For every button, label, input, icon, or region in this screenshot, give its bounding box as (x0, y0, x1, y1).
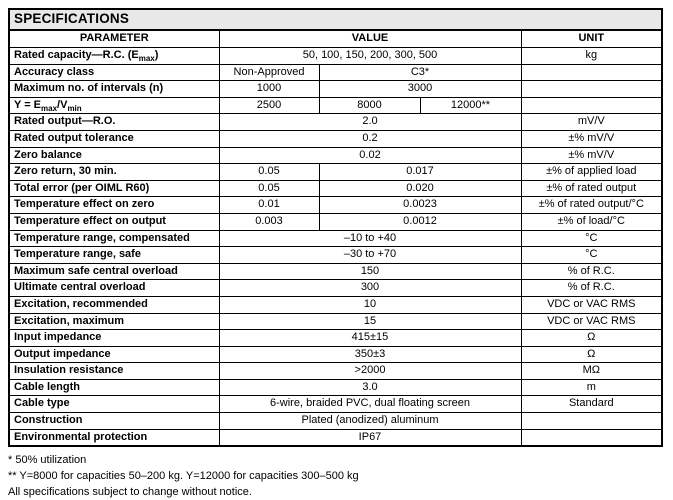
parameter-cell: Total error (per OIML R60) (9, 180, 219, 197)
table-header-row (9, 30, 662, 48)
value-cell: 0.017 (319, 164, 521, 181)
value-cell: 15 (219, 313, 521, 330)
footnotes (8, 452, 661, 500)
table-row (9, 280, 662, 297)
value-cell: 12000** (420, 97, 521, 114)
parameter-cell: Maximum no. of intervals (n) (9, 81, 219, 98)
footnote-utilization: * 50% utilization (8, 454, 87, 467)
parameter-cell: Rated output—R.O. (9, 114, 219, 131)
table-row (9, 48, 662, 65)
table-row (9, 263, 662, 280)
unit-cell: ±% of load/°C (521, 213, 662, 230)
table-row (9, 413, 662, 430)
value-cell: –30 to +70 (219, 247, 521, 264)
parameter-cell: Excitation, maximum (9, 313, 219, 330)
table-row (9, 81, 662, 98)
spec-table-body (9, 48, 662, 447)
parameter-cell: Construction (9, 413, 219, 430)
unit-cell: VDC or VAC RMS (521, 313, 662, 330)
parameter-cell: Input impedance (9, 330, 219, 347)
unit-cell: mV/V (521, 114, 662, 131)
parameter-cell: Environmental protection (9, 429, 219, 446)
table-row (9, 247, 662, 264)
table-row (9, 97, 662, 114)
unit-cell: ±% of applied load (521, 164, 662, 181)
value-cell: IP67 (219, 429, 521, 446)
value-cell: Non-Approved (219, 64, 319, 81)
unit-cell: % of R.C. (521, 263, 662, 280)
unit-cell (521, 413, 662, 430)
parameter-cell: $Y = E_{max}/V_{min}$ (9, 97, 219, 114)
table-row (9, 114, 662, 131)
value-cell: 0.020 (319, 180, 521, 197)
parameter-cell: Accuracy class (9, 64, 219, 81)
unit-cell (521, 429, 662, 446)
table-row (9, 147, 662, 164)
value-cell: 0.003 (219, 213, 319, 230)
value-cell: 0.05 (219, 180, 319, 197)
table-row (9, 346, 662, 363)
column-header-unit: UNIT (521, 30, 662, 48)
unit-cell: °C (521, 230, 662, 247)
unit-cell: ±% mV/V (521, 147, 662, 164)
value-cell: 10 (219, 296, 521, 313)
footnote-disclaimer: All specifications subject to change without notice. (8, 486, 252, 499)
unit-cell (521, 81, 662, 98)
value-cell: 0.0012 (319, 213, 521, 230)
parameter-cell: Temperature effect on output (9, 213, 219, 230)
parameter-cell: Maximum safe central overload (9, 263, 219, 280)
value-cell: >2000 (219, 363, 521, 380)
value-cell: 415±15 (219, 330, 521, 347)
unit-cell: ±% of rated output (521, 180, 662, 197)
table-row (9, 363, 662, 380)
unit-cell: Standard (521, 396, 662, 413)
value-cell: 1000 (219, 81, 319, 98)
unit-cell: m (521, 379, 662, 396)
table-row (9, 130, 662, 147)
value-cell: 0.2 (219, 130, 521, 147)
table-row (9, 396, 662, 413)
value-cell: 0.01 (219, 197, 319, 214)
value-cell: 3.0 (219, 379, 521, 396)
parameter-cell: Zero return, 30 min. (9, 164, 219, 181)
parameter-cell: Output impedance (9, 346, 219, 363)
column-header-parameter: PARAMETER (9, 30, 219, 48)
value-cell: 2.0 (219, 114, 521, 131)
table-row (9, 429, 662, 446)
table-row (9, 313, 662, 330)
unit-cell: kg (521, 48, 662, 65)
table-row (9, 197, 662, 214)
value-cell: 3000 (319, 81, 521, 98)
value-cell: 50, 100, 150, 200, 300, 500 (219, 48, 521, 65)
table-row (9, 180, 662, 197)
value-cell: 300 (219, 280, 521, 297)
parameter-cell: Temperature range, compensated (9, 230, 219, 247)
parameter-cell: Rated output tolerance (9, 130, 219, 147)
parameter-cell: Cable length (9, 379, 219, 396)
value-cell: –10 to +40 (219, 230, 521, 247)
unit-cell: °C (521, 247, 662, 264)
unit-cell: ±% mV/V (521, 130, 662, 147)
value-cell: Plated (anodized) aluminum (219, 413, 521, 430)
table-title-row (9, 9, 662, 30)
value-cell: 350±3 (219, 346, 521, 363)
value-cell: 2500 (219, 97, 319, 114)
parameter-cell: Temperature effect on zero (9, 197, 219, 214)
unit-cell: VDC or VAC RMS (521, 296, 662, 313)
unit-cell: MΩ (521, 363, 662, 380)
value-cell: 6-wire, braided PVC, dual floating screen (219, 396, 521, 413)
table-title: SPECIFICATIONS (9, 9, 662, 30)
unit-cell (521, 64, 662, 81)
parameter-cell: Temperature range, safe (9, 247, 219, 264)
parameter-cell: Insulation resistance (9, 363, 219, 380)
value-cell: 8000 (319, 97, 420, 114)
parameter-cell: Zero balance (9, 147, 219, 164)
table-row (9, 64, 662, 81)
unit-cell: % of R.C. (521, 280, 662, 297)
column-header-value: VALUE (219, 30, 521, 48)
table-row (9, 213, 662, 230)
unit-cell: Ω (521, 330, 662, 347)
specifications-page (8, 8, 661, 500)
value-cell: 0.0023 (319, 197, 521, 214)
table-row (9, 330, 662, 347)
value-cell: 0.05 (219, 164, 319, 181)
value-cell: 150 (219, 263, 521, 280)
table-row (9, 296, 662, 313)
value-cell: 0.02 (219, 147, 521, 164)
value-cell: C3* (319, 64, 521, 81)
parameter-cell: Excitation, recommended (9, 296, 219, 313)
table-row (9, 164, 662, 181)
specifications-table (8, 8, 663, 447)
table-row (9, 230, 662, 247)
unit-cell (521, 97, 662, 114)
footnote-y-values: ** Y=8000 for capacities 50–200 kg. Y=12000 for capacities 300–500 kg (8, 470, 359, 483)
parameter-cell: Ultimate central overload (9, 280, 219, 297)
unit-cell: Ω (521, 346, 662, 363)
table-row (9, 379, 662, 396)
parameter-cell: Cable type (9, 396, 219, 413)
unit-cell: ±% of rated output/°C (521, 197, 662, 214)
parameter-cell: Rated capacity—R.C. $(E_{max})$ (9, 48, 219, 65)
